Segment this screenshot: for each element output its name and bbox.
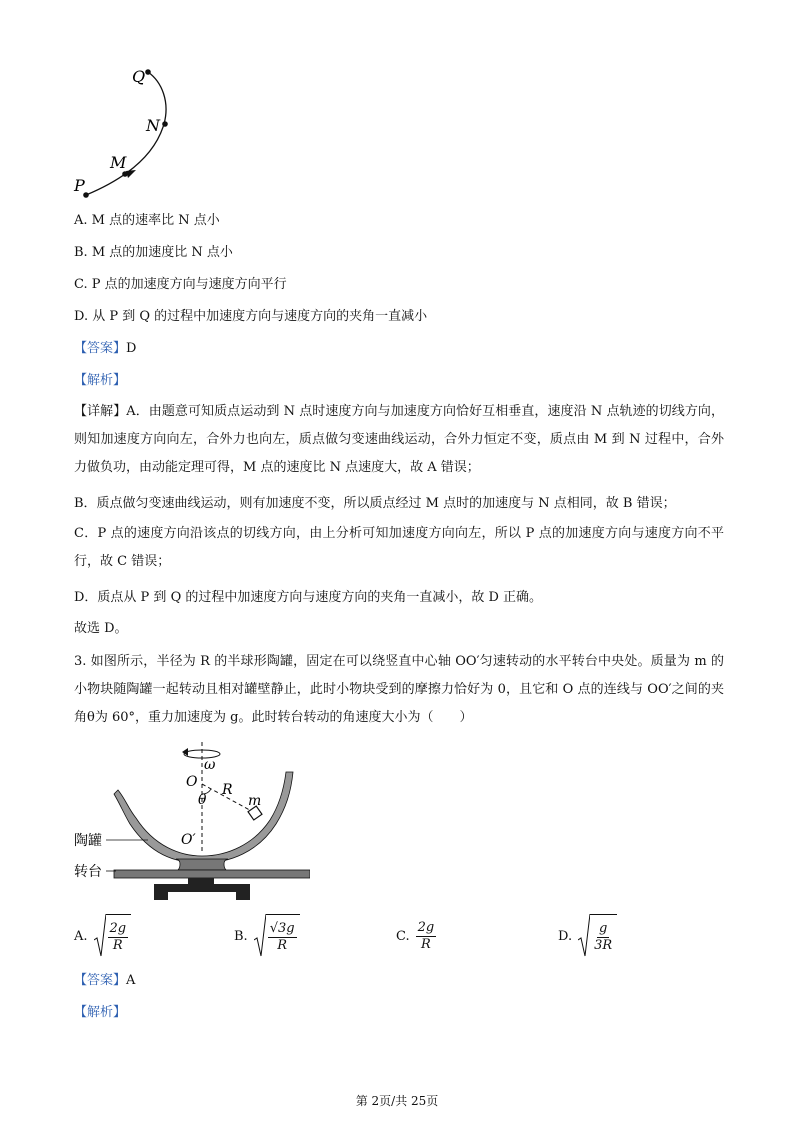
fraction: $\frac{2g}{R}$: [417, 919, 435, 952]
q3-stem: 3. 如图所示，半径为 R 的半球形陶罐，固定在可以绕竖直中心轴 OO′匀速转动的水平转台中央处。质量为 m 的小物块随陶罐一起转动且相对罐壁静止，此时小物块受到的摩擦力恰好为 0，且它和 O 点的连线与 OO′之间的夹角θ为 60°，重力加速度为 g。此时转台转动的角速度大小为（ ）: [74, 654, 724, 725]
label-p: P: [74, 176, 85, 195]
page-footer: 第 2页/共 25页: [355, 1094, 439, 1108]
label-q: Q: [132, 67, 146, 86]
q3-answer: [74, 972, 135, 990]
m-label: m: [248, 793, 262, 809]
sqrt-sign: [578, 914, 617, 958]
label-m: M: [110, 153, 127, 172]
turntable-foot-right: [236, 892, 250, 900]
q3-option-c: [396, 912, 436, 960]
q2-option-b: B. M 点的加速度比 N 点小: [74, 245, 233, 260]
point-q: [145, 69, 151, 75]
option-label: D.: [558, 928, 573, 944]
turntable-post: [188, 878, 214, 884]
fraction: $\frac{g}{3R}$: [594, 921, 613, 953]
turntable-foot-left: [154, 892, 168, 900]
q2-detail-b: B．质点做匀变速曲线运动，则有加速度不变，所以质点经过 M 点时的加速度与 N 点相同，故 B 错误；: [74, 496, 676, 511]
table-label: 转台: [74, 864, 102, 880]
q2-option-c: C. P 点的加速度方向与速度方向平行: [74, 277, 287, 292]
q2-detail-d: D．质点从 P 到 Q 的过程中加速度方向与速度方向的夹角一直减小，故 D 正确。: [74, 590, 543, 605]
q2-conclusion: 故选 D。: [74, 621, 128, 636]
sqrt-sign: [94, 914, 132, 958]
q3-analysis-tag: 【解析】: [74, 1005, 127, 1020]
turntable-top: [114, 870, 310, 878]
bowl: [114, 772, 293, 863]
o-label: O: [186, 774, 198, 790]
trajectory-figure: [70, 62, 180, 202]
o-prime-label: O′: [181, 832, 196, 848]
sqrt-sign: [254, 914, 300, 958]
q2-detail-a: 【详解】A．由题意可知质点运动到 N 点时速度方向与加速度方向恰好互相垂直，速度沿 N 点轨迹的切线方向，则知加速度方向向左，合外力也向左，质点做匀变速曲线运动，合外力恒定不变，质点由 M 到 N 过程中，合外力做负功，由动能定理可得，M 点的速度比 N 点速度大，故 A 错误；: [74, 404, 724, 475]
q2-answer: [74, 340, 136, 358]
option-label: A.: [74, 928, 88, 944]
answer-tag: 【答案】: [74, 973, 127, 988]
bowl-label: 陶罐: [74, 833, 102, 849]
option-label: C.: [396, 928, 410, 944]
answer-tag: 【答案】: [74, 341, 127, 356]
q2-option-a: A. M 点的速率比 N 点小: [74, 213, 220, 228]
q3-option-d: [558, 912, 617, 960]
q3-option-a: [74, 912, 131, 960]
q2-detail-c: C．P 点的速度方向沿该点的切线方向，由上分析可知加速度方向向左，所以 P 点的加速度方向与速度方向不平行，故 C 错误；: [74, 526, 724, 569]
r-label: R: [222, 782, 233, 798]
fraction: $\frac{2g}{R}$: [109, 921, 127, 953]
point-m: [122, 171, 128, 177]
point-n: [162, 121, 168, 127]
turntable-foot: [154, 884, 250, 892]
bowl-base: [176, 859, 228, 870]
q2-analysis-tag: 【解析】: [74, 373, 127, 388]
omega-label: ω: [204, 757, 216, 773]
label-n: N: [146, 116, 160, 135]
q2-option-d: D. 从 P 到 Q 的过程中加速度方向与速度方向的夹角一直减小: [74, 309, 428, 324]
option-label: B.: [234, 928, 248, 944]
theta-label: θ: [198, 792, 207, 808]
answer-value: A: [126, 973, 136, 988]
bowl-turntable-figure: [70, 742, 310, 902]
q3-option-b: [234, 912, 300, 960]
answer-value: D: [126, 341, 137, 356]
fraction: $\frac{√3g}{R}$: [269, 921, 295, 953]
